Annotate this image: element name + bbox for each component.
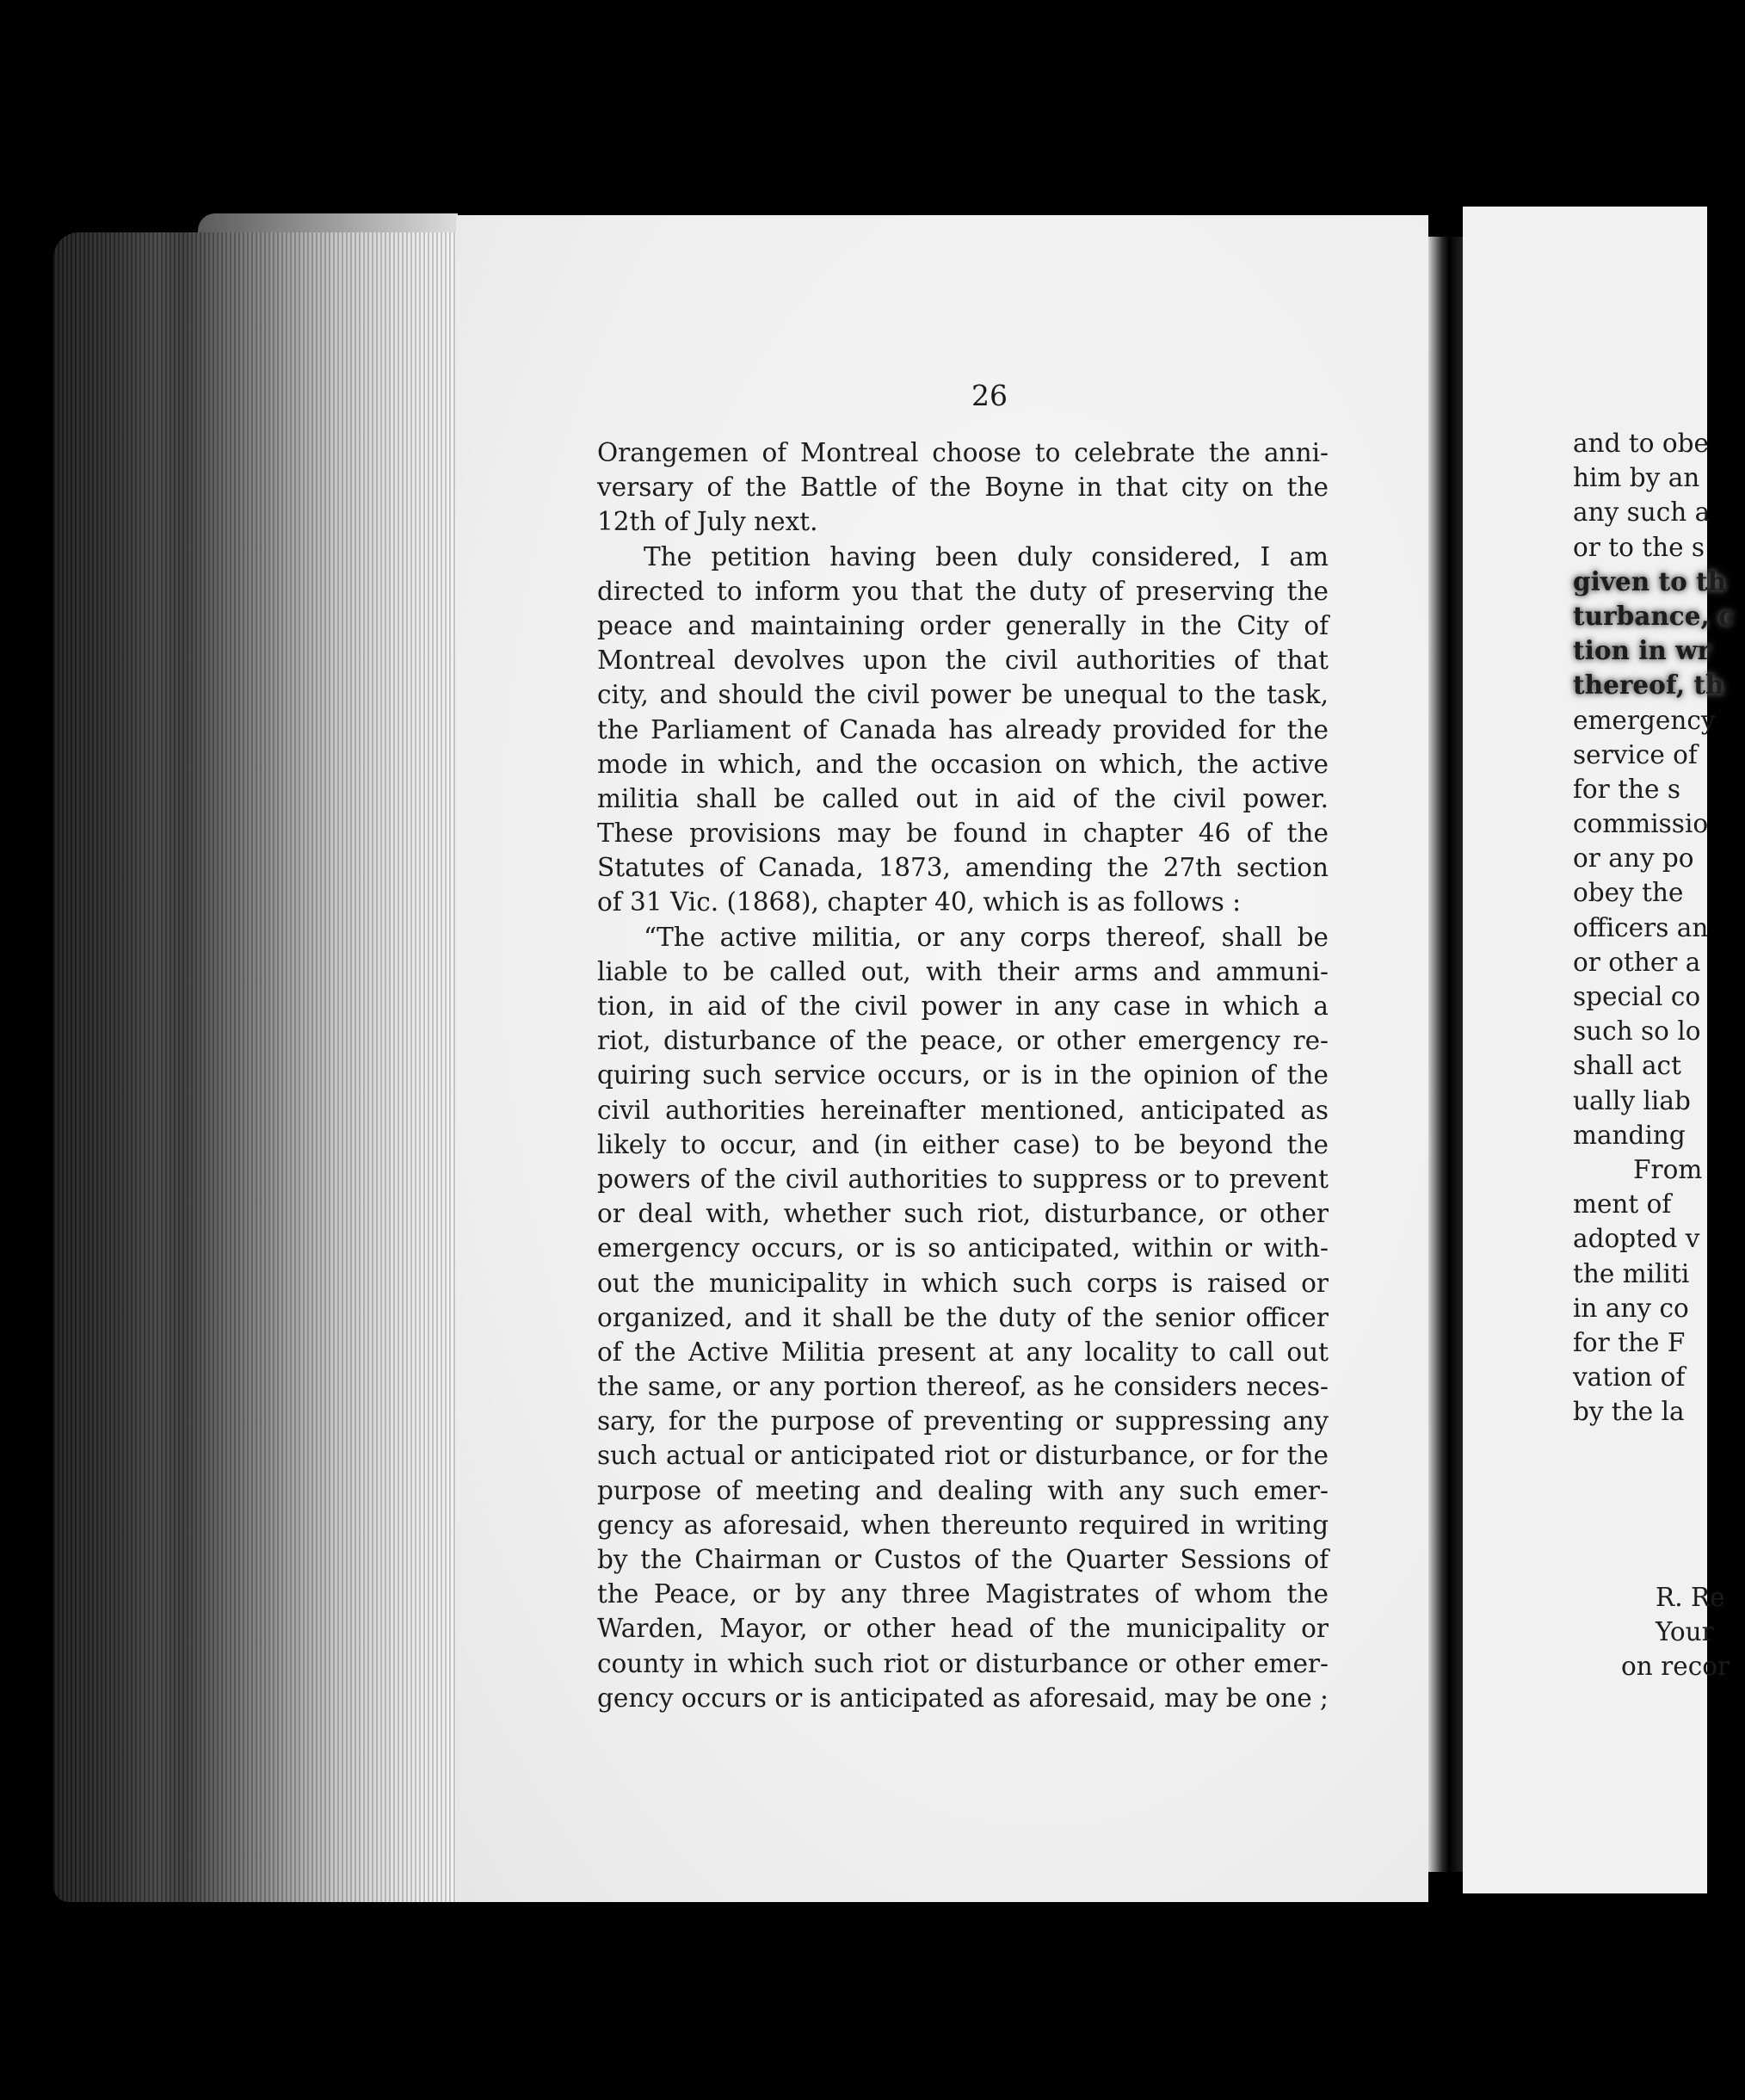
book-gutter: [1428, 237, 1463, 1872]
text-line: Orangemen of Montreal choose to celebrate the anni-: [597, 438, 1329, 467]
page-number: 26: [971, 379, 1008, 412]
text-line: “The active militia, or any corps thereof, shall be: [644, 922, 1329, 952]
text-line: tion, in aid of the civil power in any case in which a: [597, 991, 1329, 1021]
facing-text-line: commissio: [1573, 809, 1709, 839]
text-line: out the municipality in which such corps is raised or: [597, 1268, 1329, 1298]
text-line: civil authorities hereinafter mentioned, anticipated as: [597, 1095, 1329, 1125]
text-line: mode in which, and the occasion on which, the active: [597, 749, 1329, 779]
facing-text-line: in any co: [1573, 1293, 1689, 1323]
facing-text-line: such so lo: [1573, 1016, 1701, 1047]
facing-text-line: turbance, c: [1573, 600, 1735, 631]
facing-heading: R. Re: [1656, 1583, 1725, 1612]
facing-text-line: him by an: [1573, 463, 1700, 493]
text-line: peace and maintaining order generally in the City of: [597, 610, 1329, 640]
text-line: liable to be called out, with their arms and ammuni-: [597, 956, 1329, 986]
text-line: purpose of meeting and dealing with any such emer-: [597, 1475, 1329, 1505]
facing-text-line: for the F: [1573, 1327, 1686, 1357]
facing-text-line: manding: [1573, 1120, 1686, 1150]
text-line: the same, or any portion thereof, as he considers neces-: [597, 1372, 1329, 1402]
facing-text-line: From: [1633, 1154, 1703, 1184]
facing-text-line: officers an: [1573, 912, 1709, 942]
facing-text-line: on recor: [1621, 1652, 1730, 1682]
facing-text-line: Your: [1656, 1617, 1714, 1647]
text-line: gency as aforesaid, when thereunto required in writing: [597, 1510, 1329, 1540]
book-page-edges: [53, 232, 458, 1902]
text-line: county in which such riot or disturbance or other emer-: [597, 1648, 1329, 1678]
facing-text-line: special co: [1573, 982, 1701, 1011]
text-line: or deal with, whether such riot, disturbance, or other: [597, 1199, 1329, 1229]
text-line: powers of the civil authorities to suppress or to prevent: [597, 1164, 1329, 1194]
facing-text-line: emergency: [1573, 705, 1716, 735]
facing-text-line: vation of: [1573, 1362, 1686, 1393]
facing-page-lower-text: [1621, 1580, 1742, 1684]
facing-text-line: obey the: [1573, 878, 1684, 908]
text-line: the Peace, or by any three Magistrates of whom the: [597, 1579, 1329, 1609]
facing-text-line: tion in wr: [1573, 635, 1711, 666]
text-line: militia shall be called out in aid of the civil power.: [597, 783, 1329, 813]
facing-text-line: ually liab: [1573, 1085, 1691, 1115]
text-line: by the Chairman or Custos of the Quarter Sessions of: [597, 1545, 1329, 1574]
facing-text-line: for the s: [1573, 774, 1680, 804]
text-line: riot, disturbance of the peace, or other emergency re-: [597, 1026, 1329, 1056]
text-line: sary, for the purpose of preventing or suppressing any: [597, 1406, 1329, 1436]
facing-text-line: shall act: [1573, 1051, 1681, 1081]
facing-text-line: the militi: [1573, 1258, 1690, 1288]
facing-text-line: ment of: [1573, 1189, 1672, 1220]
text-line: Montreal devolves upon the civil authorities of that: [597, 645, 1329, 676]
text-line: Warden, Mayor, or other head of the municipality or: [597, 1614, 1329, 1644]
facing-text-line: or any po: [1573, 843, 1694, 874]
facing-text-line: service of: [1573, 739, 1698, 769]
text-line: likely to occur, and (in either case) to be beyond the: [597, 1129, 1329, 1159]
text-line: emergency occurs, or is so anticipated, within or with-: [597, 1233, 1329, 1263]
facing-text-line: and to obe: [1573, 429, 1709, 458]
text-line: The petition having been duly considered, I am: [644, 541, 1329, 571]
facing-text-line: or to the s: [1573, 532, 1705, 562]
text-line: city, and should the civil power be unequal to the task,: [597, 680, 1329, 710]
text-line: organized, and it shall be the duty of the senior officer: [597, 1302, 1329, 1332]
text-line: of 31 Vic. (1868), chapter 40, which is as follows :: [597, 887, 1242, 917]
text-line: of the Active Militia present at any locality to call out: [597, 1337, 1329, 1367]
text-line: directed to inform you that the duty of preserving the: [597, 576, 1329, 606]
facing-text-line: any such a: [1573, 497, 1711, 528]
text-line: 12th of July next.: [597, 507, 818, 537]
facing-text-line: thereof, th: [1573, 670, 1724, 701]
text-line: the Parliament of Canada has already provided for the: [597, 714, 1329, 744]
text-line: versary of the Battle of the Boyne in that city on the: [597, 472, 1329, 503]
text-line: such actual or anticipated riot or disturbance, or for the: [597, 1441, 1329, 1471]
text-line: These provisions may be found in chapter 46 of the: [597, 818, 1329, 849]
text-line: quiring such service occurs, or is in the opinion of the: [597, 1060, 1329, 1090]
text-line: gency occurs or is anticipated as aforesaid, may be one ;: [597, 1683, 1329, 1713]
text-line: Statutes of Canada, 1873, amending the 27th section: [597, 853, 1329, 883]
facing-text-line: by the la: [1573, 1397, 1685, 1427]
facing-text-line: given to th: [1573, 565, 1727, 596]
facing-text-line: or other a: [1573, 947, 1701, 977]
page-body-text: [597, 435, 1329, 1715]
facing-page-text: [1573, 426, 1745, 1429]
facing-text-line: adopted v: [1573, 1224, 1700, 1254]
